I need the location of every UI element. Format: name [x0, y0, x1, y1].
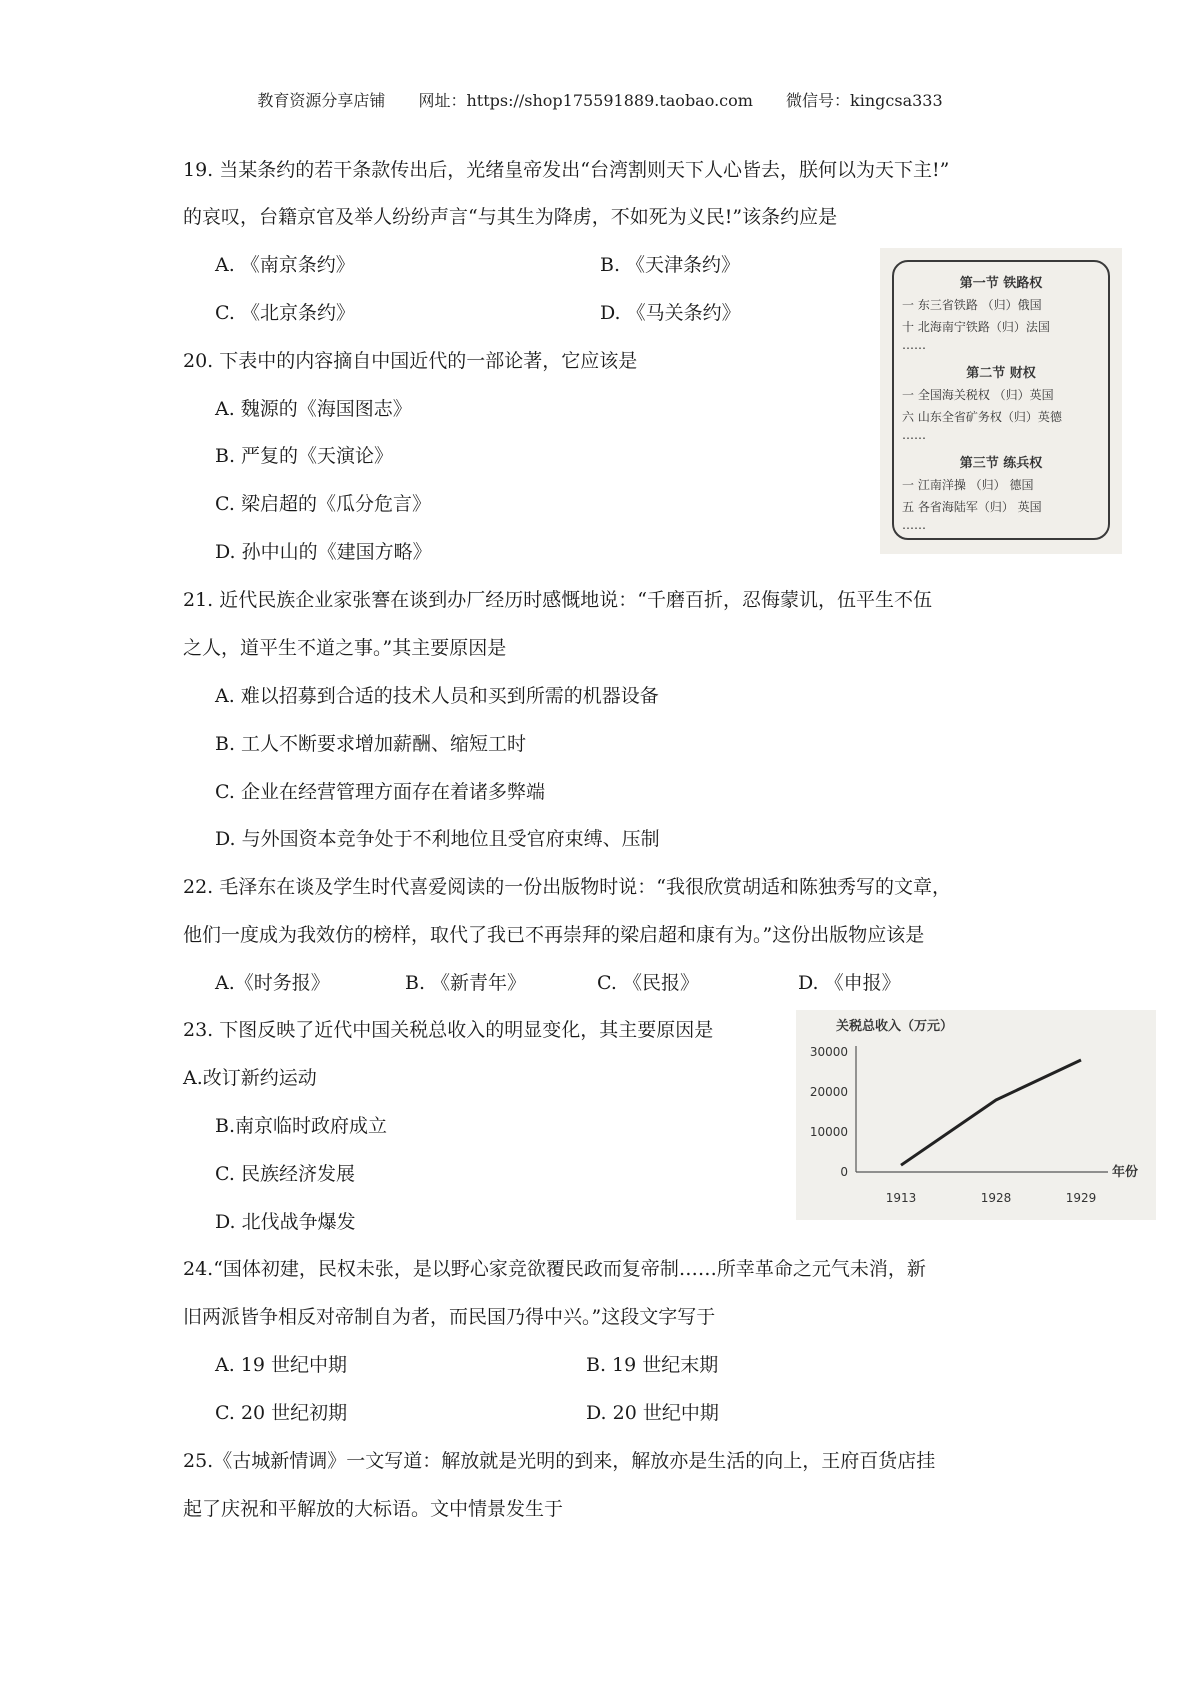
q25-stem-line2: 起了庆祝和平解放的大标语。文中情景发生于 [183, 1498, 564, 1520]
excerpt-line: 一 江南洋操 （归） 德国 [902, 478, 1034, 492]
excerpt-frame [892, 260, 1110, 540]
excerpt-ellipsis: …… [902, 338, 926, 352]
shop-name: 教育资源分享店铺 [257, 91, 386, 110]
excerpt-ellipsis: …… [902, 518, 926, 532]
q22-stem-line1: 22. 毛泽东在谈及学生时代喜爱阅读的一份出版物时说：“我很欣赏胡适和陈独秀写的文章， [183, 876, 951, 898]
q24-stem-line2: 旧两派皆争相反对帝制自为者，而民国乃得中兴。”这段文字写于 [183, 1306, 716, 1328]
q23-option-c: C. 民族经济发展 [215, 1163, 355, 1185]
q24-option-c: C. 20 世纪初期 [215, 1402, 348, 1424]
q21-stem-line2: 之人，道平生不道之事。”其主要原因是 [183, 637, 507, 659]
q23-option-b: B.南京临时政府成立 [215, 1115, 388, 1137]
q22-option-a: A.《时务报》 [215, 972, 330, 994]
q23-stem: 23. 下图反映了近代中国关税总收入的明显变化，其主要原因是 [183, 1019, 714, 1041]
excerpt-line: 一 东三省铁路 （归）俄国 [902, 298, 1042, 312]
q21-option-d: D. 与外国资本竞争处于不利地位且受官府束缚、压制 [215, 828, 660, 850]
excerpt-line: 六 山东全省矿务权（归）英德 [902, 410, 1062, 424]
q20-option-a: A. 魏源的《海国图志》 [215, 398, 412, 420]
x-tick-label: 1928 [980, 1191, 1012, 1205]
q20-option-c: C. 梁启超的《瓜分危言》 [215, 493, 431, 515]
q23-option-d: D. 北伐战争爆发 [215, 1211, 356, 1233]
excerpt-section-2: 第二节 财权 [966, 366, 1036, 381]
q22-option-b: B. 《新青年》 [405, 972, 527, 994]
page-header [0, 88, 1200, 111]
q24-stem-line1: 24.“国体初建，民权未张，是以野心家竞欲覆民政而复帝制……所幸革命之元气未消，新 [183, 1258, 926, 1280]
x-axis-label: 年份 [1112, 1165, 1139, 1180]
q19-stem-line2: 的哀叹，台籍京官及举人纷纷声言“与其生为降虏，不如死为义民!”该条约应是 [183, 206, 838, 228]
y-tick-label: 20000 [809, 1085, 848, 1099]
excerpt-line: 十 北海南宁铁路（归）法国 [902, 320, 1050, 334]
q22-option-c: C. 《民报》 [597, 972, 699, 994]
tariff-chart-svg [796, 1010, 1156, 1220]
excerpt-ellipsis: …… [902, 428, 926, 442]
y-axis-label: 关税总收入（万元） [836, 1019, 954, 1034]
excerpt-line: 一 全国海关税权 （归）英国 [902, 388, 1054, 402]
q21-stem-line1: 21. 近代民族企业家张謇在谈到办厂经历时感慨地说：“千磨百折，忍侮蒙讥，伍平生不伍 [183, 589, 932, 611]
q24-option-b: B. 19 世纪末期 [586, 1354, 719, 1376]
q22-stem-line2: 他们一度成为我效仿的榜样，取代了我已不再崇拜的梁启超和康有为。”这份出版物应该是 [183, 924, 925, 946]
q20-stem: 20. 下表中的内容摘自中国近代的一部论著，它应该是 [183, 350, 638, 372]
x-tick-label: 1929 [1065, 1191, 1097, 1205]
tariff-income-chart [796, 1010, 1156, 1220]
q23-option-a: A.改订新约运动 [183, 1067, 317, 1089]
q19-option-c: C. 《北京条约》 [215, 302, 355, 324]
q19-option-d: D. 《马关条约》 [600, 302, 741, 324]
excerpt-section-1: 第一节 铁路权 [959, 276, 1043, 291]
y-tick-label: 10000 [809, 1125, 848, 1139]
q24-option-a: A. 19 世纪中期 [215, 1354, 348, 1376]
q19-option-b: B. 《天津条约》 [600, 254, 741, 276]
shop-url: 网址：https://shop175591889.taobao.com [418, 91, 753, 110]
q21-option-a: A. 难以招募到合适的技术人员和买到所需的机器设备 [215, 685, 659, 707]
q19-option-a: A. 《南京条约》 [215, 254, 355, 276]
q22-option-d: D. 《申报》 [798, 972, 901, 994]
q24-option-d: D. 20 世纪中期 [586, 1402, 719, 1424]
q25-stem-line1: 25.《古城新情调》一文写道：解放就是光明的到来，解放亦是生活的向上，王府百货店挂 [183, 1450, 936, 1472]
wechat-id: 微信号：kingcsa333 [786, 91, 943, 110]
excerpt-section-3: 第三节 练兵权 [959, 456, 1043, 471]
q19-stem-line1: 19. 当某条约的若干条款传出后，光绪皇帝发出“台湾割则天下人心皆去，朕何以为天下主!” [183, 159, 950, 181]
x-tick-label: 1913 [885, 1191, 917, 1205]
series-line [901, 1060, 1081, 1165]
q20-option-d: D. 孙中山的《建国方略》 [215, 541, 432, 563]
q20-excerpt-table-image [880, 248, 1122, 554]
y-tick-label: 0 [840, 1165, 848, 1179]
excerpt-line: 五 各省海陆军（归） 英国 [902, 500, 1042, 514]
q21-option-c: C. 企业在经营管理方面存在着诸多弊端 [215, 781, 545, 803]
y-tick-label: 30000 [809, 1045, 848, 1059]
q20-option-b: B. 严复的《天演论》 [215, 445, 394, 467]
q21-option-b: B. 工人不断要求增加薪酬、缩短工时 [215, 733, 527, 755]
